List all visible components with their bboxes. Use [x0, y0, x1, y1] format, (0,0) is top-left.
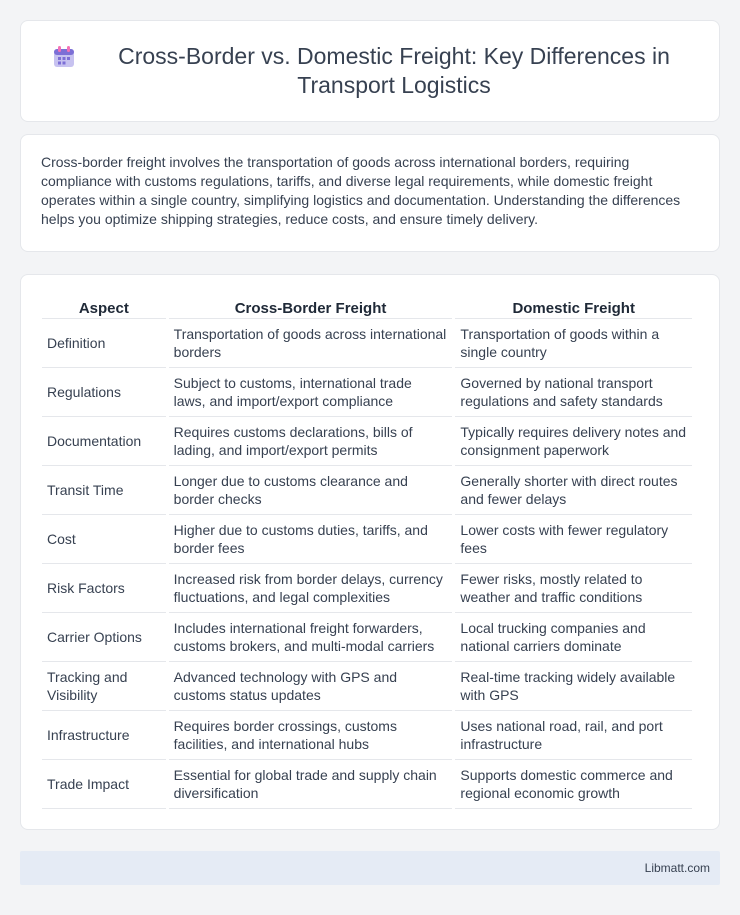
aspect-cell: Definition [42, 319, 166, 368]
aspect-cell: Cost [42, 515, 166, 564]
cross-border-cell: Higher due to customs duties, tariffs, and border fees [169, 515, 453, 564]
page-title: Cross-Border vs. Domestic Freight: Key Differences in Transport Logistics [118, 43, 670, 98]
table-row [42, 564, 692, 613]
table-row [42, 515, 692, 564]
cross-border-cell: Advanced technology with GPS and customs status updates [169, 662, 453, 711]
title-card [20, 20, 720, 122]
table-row [42, 319, 692, 368]
table-row [42, 760, 692, 809]
aspect-cell: Infrastructure [42, 711, 166, 760]
intro-paragraph: Cross-border freight involves the transportation of goods across international borders, requiring compliance with customs regulations, tariffs, and diverse legal requirements, while domestic freight operates within a single country, simplifying logistics and documentation. Understanding the differences helps you optimize shipping strategies, reduce costs, and ensure timely delivery. [41, 154, 681, 227]
cross-border-cell: Requires customs declarations, bills of lading, and import/export permits [169, 417, 453, 466]
title-wrap [21, 42, 719, 100]
domestic-cell: Governed by national transport regulations and safety standards [455, 368, 692, 417]
aspect-cell: Tracking and Visibility [42, 662, 166, 711]
table-row [42, 662, 692, 711]
aspect-cell: Risk Factors [42, 564, 166, 613]
domestic-cell: Typically requires delivery notes and consignment paperwork [455, 417, 692, 466]
domestic-cell: Fewer risks, mostly related to weather and traffic conditions [455, 564, 692, 613]
cross-border-cell: Requires border crossings, customs facilities, and international hubs [169, 711, 453, 760]
intro-card [20, 134, 720, 252]
header-domestic: Domestic Freight [455, 295, 692, 319]
aspect-cell: Transit Time [42, 466, 166, 515]
cross-border-cell: Increased risk from border delays, currency fluctuations, and legal complexities [169, 564, 453, 613]
aspect-cell: Regulations [42, 368, 166, 417]
domestic-cell: Local trucking companies and national carriers dominate [455, 613, 692, 662]
cross-border-cell: Essential for global trade and supply chain diversification [169, 760, 453, 809]
footer-site-link[interactable]: Libmatt.com [644, 861, 710, 875]
domestic-cell: Transportation of goods within a single country [455, 319, 692, 368]
aspect-cell: Documentation [42, 417, 166, 466]
cross-border-cell: Transportation of goods across international borders [169, 319, 453, 368]
domestic-cell: Supports domestic commerce and regional economic growth [455, 760, 692, 809]
domestic-cell: Uses national road, rail, and port infrastructure [455, 711, 692, 760]
table-row [42, 711, 692, 760]
header-aspect: Aspect [42, 295, 166, 319]
footer [20, 851, 720, 885]
calendar-icon [51, 44, 77, 70]
comparison-table [39, 295, 695, 809]
domestic-cell: Generally shorter with direct routes and fewer delays [455, 466, 692, 515]
cross-border-cell: Includes international freight forwarders, customs brokers, and multi-modal carriers [169, 613, 453, 662]
comparison-card [20, 274, 720, 830]
domestic-cell: Real-time tracking widely available with GPS [455, 662, 692, 711]
table-row [42, 368, 692, 417]
table-row [42, 613, 692, 662]
domestic-cell: Lower costs with fewer regulatory fees [455, 515, 692, 564]
table-row [42, 417, 692, 466]
aspect-cell: Carrier Options [42, 613, 166, 662]
aspect-cell: Trade Impact [42, 760, 166, 809]
cross-border-cell: Subject to customs, international trade laws, and import/export compliance [169, 368, 453, 417]
table-row [42, 466, 692, 515]
header-cross-border: Cross-Border Freight [169, 295, 453, 319]
table-header-row [42, 295, 692, 319]
cross-border-cell: Longer due to customs clearance and border checks [169, 466, 453, 515]
